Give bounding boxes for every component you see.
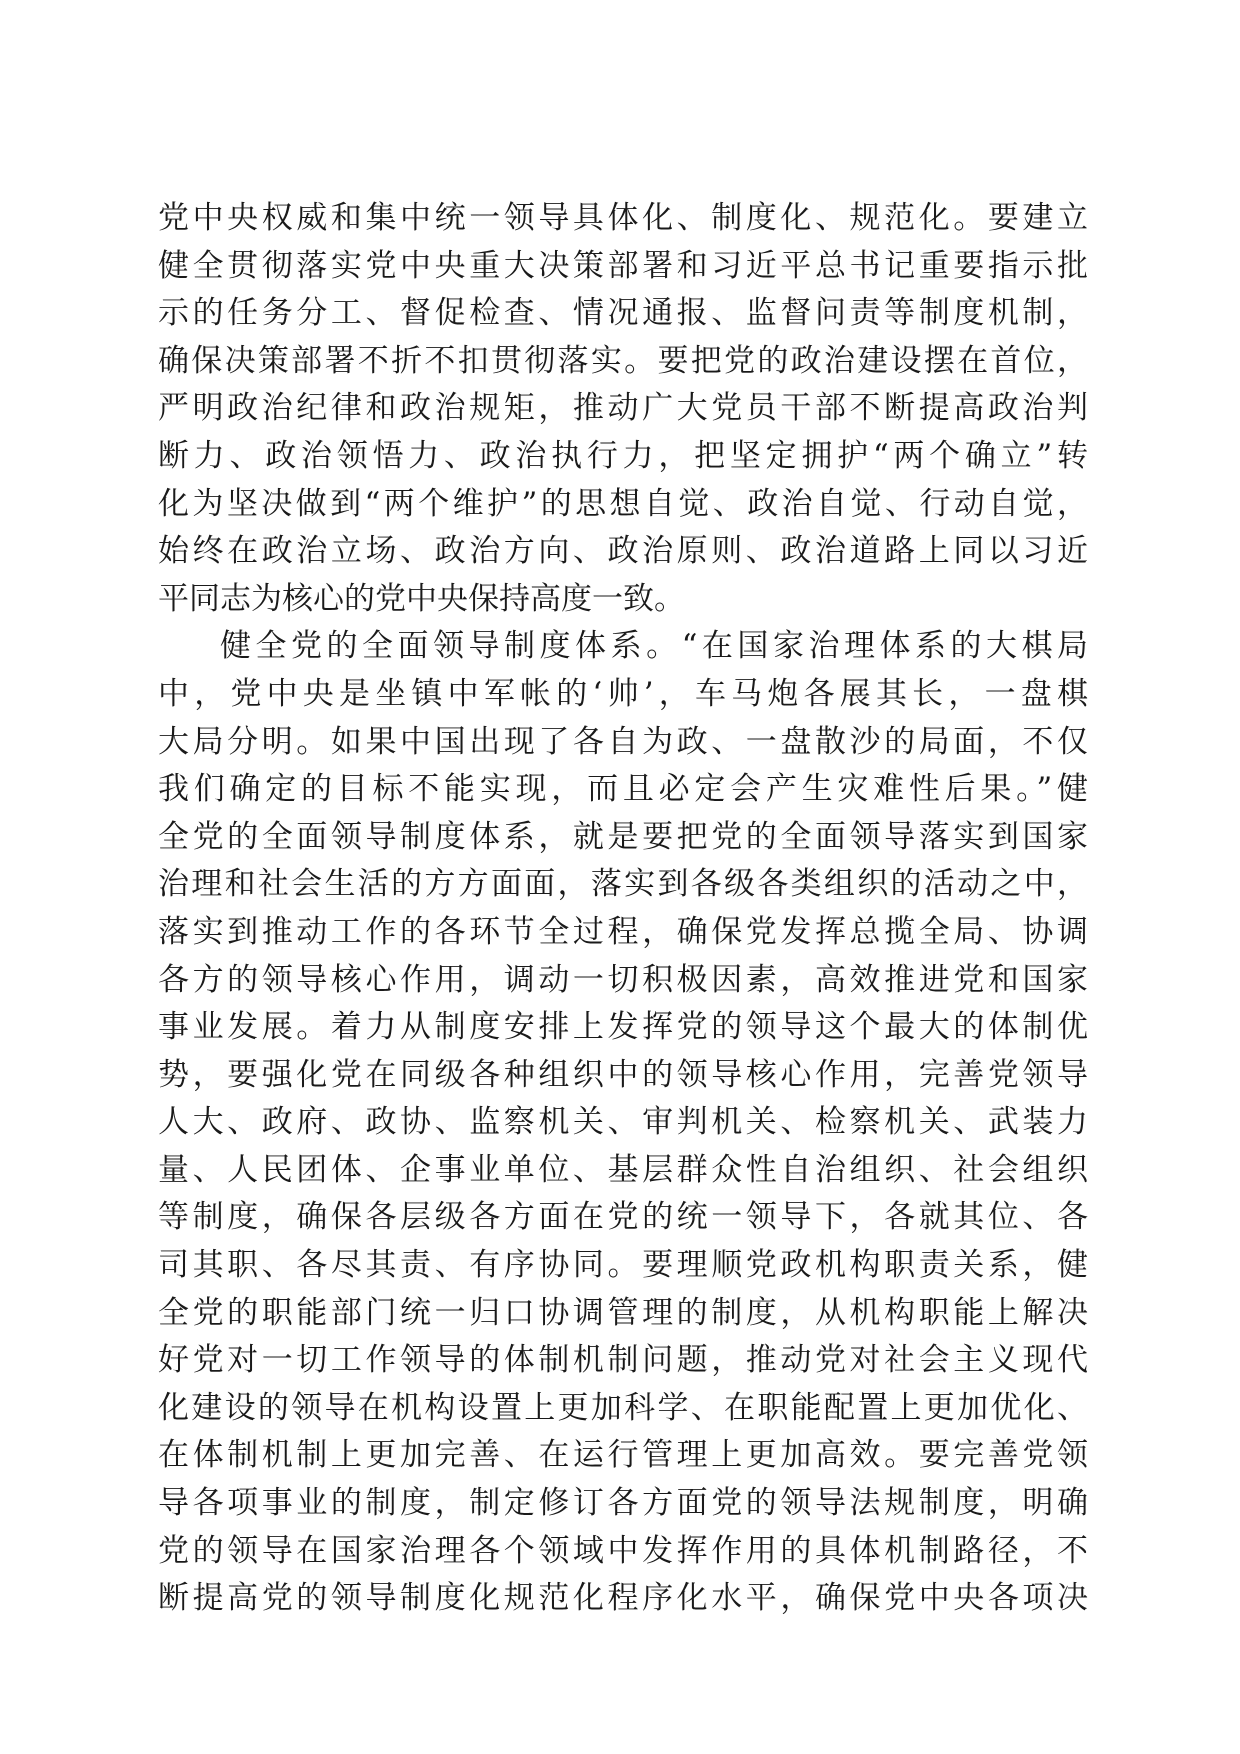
text-line: 全党的职能部门统一归口协调管理的制度，从机构职能上解决 — [158, 1294, 1088, 1331]
text-line: 严明政治纪律和政治规矩，推动广大党员干部不断提高政治判 — [158, 390, 1088, 427]
text-line: 导各项事业的制度，制定修订各方面党的领导法规制度，明确 — [158, 1485, 1088, 1522]
text-line: 断提高党的领导制度化规范化程序化水平，确保党中央各项决 — [158, 1580, 1088, 1617]
text-line: 在体制机制上更加完善、在运行管理上更加高效。要完善党领 — [158, 1437, 1088, 1474]
text-line: 化建设的领导在机构设置上更加科学、在职能配置上更加优化、 — [158, 1389, 1088, 1426]
text-line-paragraph-end: 平同志为核心的党中央保持高度一致。 — [158, 580, 685, 617]
text-line: 党的领导在国家治理各个领域中发挥作用的具体机制路径，不 — [158, 1532, 1088, 1569]
text-line: 事业发展。着力从制度安排上发挥党的领导这个最大的体制优 — [158, 1009, 1088, 1046]
text-line: 落实到推动工作的各环节全过程，确保党发挥总揽全局、协调 — [158, 913, 1088, 950]
text-line: 治理和社会生活的方方面面，落实到各级各类组织的活动之中， — [158, 866, 1088, 903]
text-line: 健全贯彻落实党中央重大决策部署和习近平总书记重要指示批 — [158, 247, 1088, 284]
text-line: 党中央权威和集中统一领导具体化、制度化、规范化。要建立 — [158, 200, 1088, 236]
text-line: 势，要强化党在同级各种组织中的领导核心作用，完善党领导 — [158, 1056, 1088, 1093]
text-line: 等制度，确保各层级各方面在党的统一领导下，各就其位、各 — [158, 1199, 1088, 1236]
body-text — [158, 195, 1088, 1623]
text-line: 全党的全面领导制度体系，就是要把党的全面领导落实到国家 — [158, 818, 1088, 855]
text-line: 化为坚决做到“两个维护”的思想自觉、政治自觉、行动自觉， — [158, 485, 1088, 522]
text-line: 人大、政府、政协、监察机关、审判机关、检察机关、武装力 — [158, 1104, 1088, 1141]
text-line: 好党对一切工作领导的体制机制问题，推动党对社会主义现代 — [158, 1342, 1088, 1379]
text-line: 大局分明。如果中国出现了各自为政、一盘散沙的局面，不仅 — [158, 723, 1088, 760]
text-line: 中，党中央是坐镇中军帐的‘帅’，车马炮各展其长，一盘棋 — [158, 675, 1088, 712]
text-line: 确保决策部署不折不扣贯彻落实。要把党的政治建设摆在首位， — [158, 342, 1088, 379]
text-line: 示的任务分工、督促检查、情况通报、监督问责等制度机制， — [158, 295, 1088, 332]
text-line: 各方的领导核心作用，调动一切积极因素，高效推进党和国家 — [158, 961, 1088, 998]
text-line: 我们确定的目标不能实现，而且必定会产生灾难性后果。”健 — [158, 771, 1088, 808]
text-line: 断力、政治领悟力、政治执行力，把坚定拥护“两个确立”转 — [158, 437, 1088, 474]
text-line: 量、人民团体、企事业单位、基层群众性自治组织、社会组织 — [158, 1151, 1088, 1188]
text-line-paragraph-start: 健全党的全面领导制度体系。“在国家治理体系的大棋局 — [220, 628, 1088, 665]
text-line: 司其职、各尽其责、有序协同。要理顺党政机构职责关系，健 — [158, 1247, 1088, 1284]
text-line: 始终在政治立场、政治方向、政治原则、政治道路上同以习近 — [158, 533, 1088, 570]
